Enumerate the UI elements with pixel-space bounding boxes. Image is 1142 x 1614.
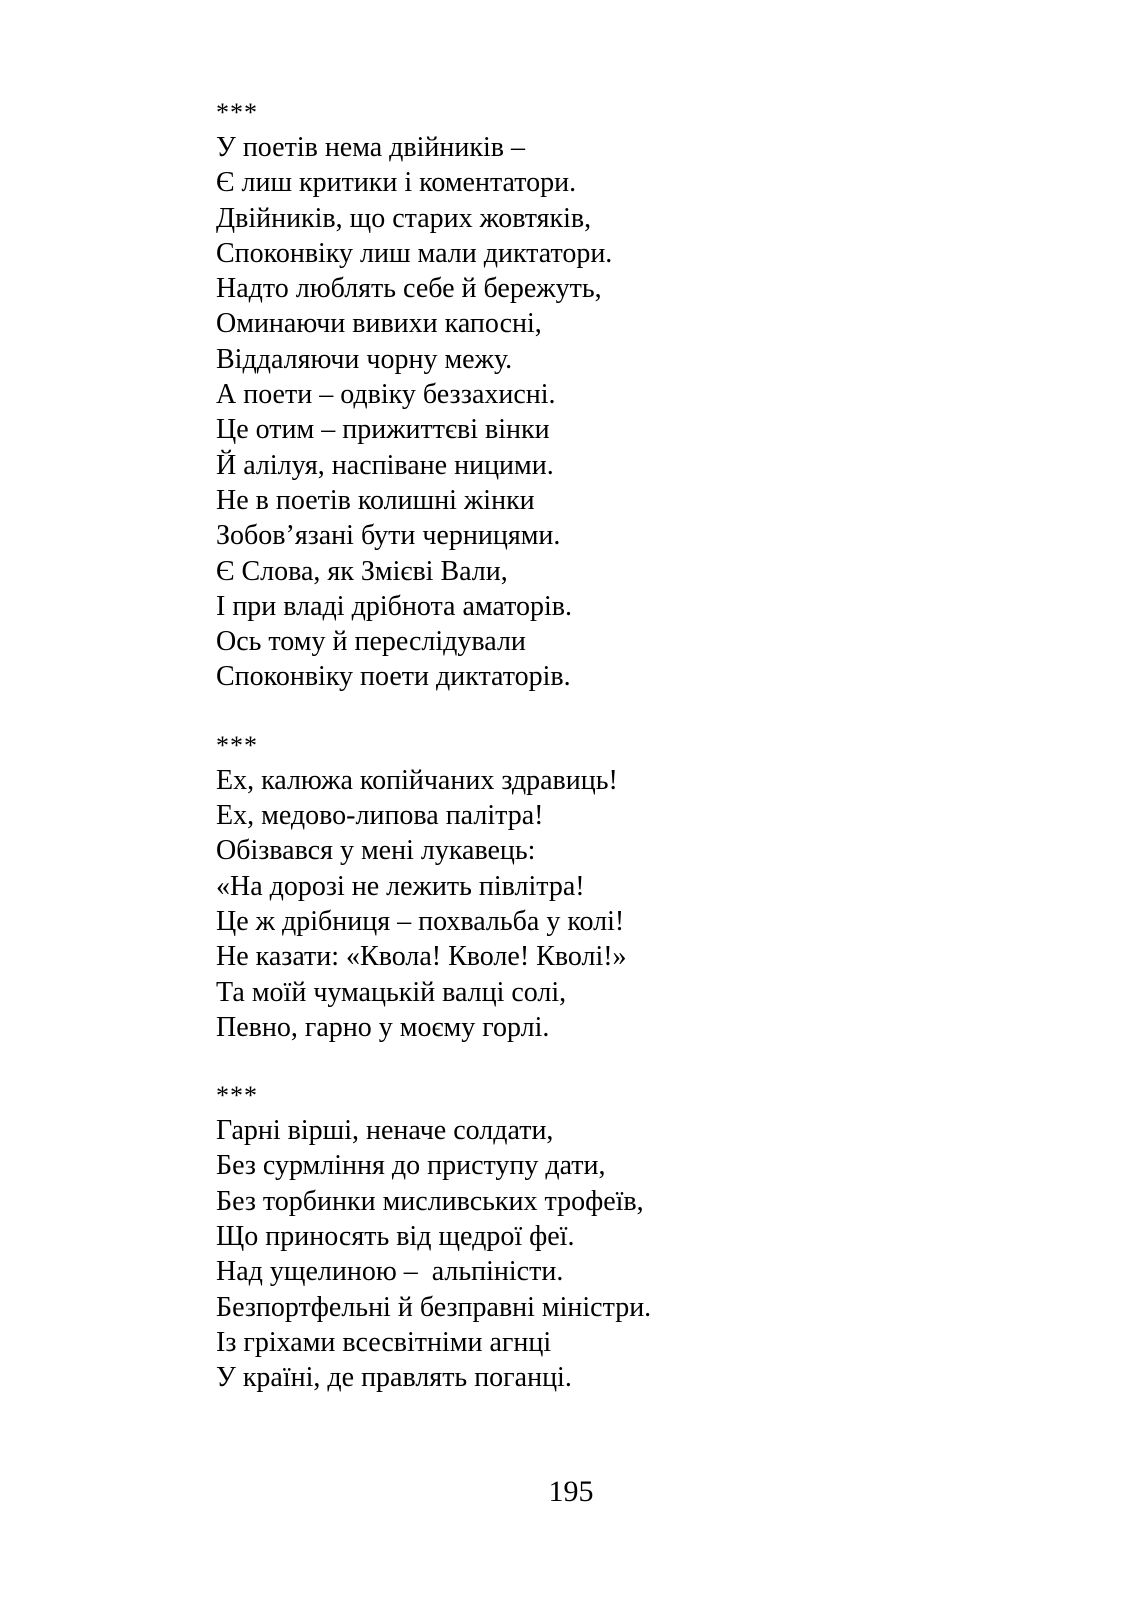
poem-line: Є лиш критики і коментатори.	[216, 167, 577, 199]
poem-line: Без торбинки мисливських трофеїв,	[216, 1185, 644, 1217]
poem-line: Оминаючи вивихи капосні,	[216, 308, 542, 340]
poem-line: Віддаляючи чорну межу.	[216, 343, 513, 375]
poem-line: Споконвіку поети диктаторів.	[216, 661, 571, 693]
poem-line: Споконвіку лиш мали диктатори.	[216, 237, 613, 269]
poem-line: У країні, де правлять поганці.	[216, 1362, 572, 1394]
poem-line: Гарні вірші, неначе солдати,	[216, 1115, 554, 1147]
poem-separator: ***	[216, 98, 258, 127]
poem-line: Зобов’язані бути черницями.	[216, 520, 561, 552]
poem-line: Що приносять від щедрої феї.	[216, 1221, 575, 1253]
poem-line: Не в поетів колишні жінки	[216, 484, 535, 516]
poems-container	[216, 96, 1076, 1396]
poem-line: Ех, калюжа копійчаних здравиць!	[216, 764, 618, 796]
poem-line: Без сурмління до приступу дати,	[216, 1150, 606, 1182]
poem-line: У поетів нема двійників –	[216, 132, 525, 163]
page-number: 195	[548, 1475, 594, 1508]
poem-separator: ***	[216, 730, 258, 760]
poem-line: «На дорозі не лежить півлітра!	[216, 870, 585, 902]
poem-line: Надто люблять себе й бережуть,	[216, 273, 602, 305]
poem-line: Ех, медово-липова палітра!	[216, 800, 544, 832]
poem-line: Це отим – прижиттєві вінки	[216, 414, 550, 446]
poem-2	[216, 729, 1076, 1045]
poem-line: Обізвався у мені лукавець:	[216, 835, 536, 867]
poem-line: Над ущелиною – альпіністи.	[216, 1256, 564, 1288]
poem-line: А поети – одвіку беззахисні.	[216, 379, 556, 411]
poem-line: Й алілуя, наспіване ницими.	[216, 449, 554, 481]
poem-line: Та моїй чумацькій валці солі,	[216, 976, 567, 1008]
poem-line: Із гріхами всесвітніми агнці	[216, 1326, 552, 1358]
poem-line: Є Слова, як Змієві Вали,	[216, 555, 508, 587]
poem-line: І при владі дрібнота аматорів.	[216, 590, 572, 622]
poem-3	[216, 1079, 1076, 1395]
poem-line: Двійників, що старих жовтяків,	[216, 202, 592, 234]
poem-separator: ***	[216, 1081, 258, 1111]
poem-line: Ось тому й переслідували	[216, 626, 526, 658]
poem-line: Безпортфельні й безправні міністри.	[216, 1291, 652, 1323]
poem-line: Не казати: «Квола! Кволе! Кволі!»	[216, 941, 627, 973]
poem-line: Це ж дрібниця – похвальба у колі!	[216, 905, 625, 937]
poem-1	[216, 96, 1076, 695]
poem-line: Певно, гарно у моєму горлі.	[216, 1011, 550, 1043]
